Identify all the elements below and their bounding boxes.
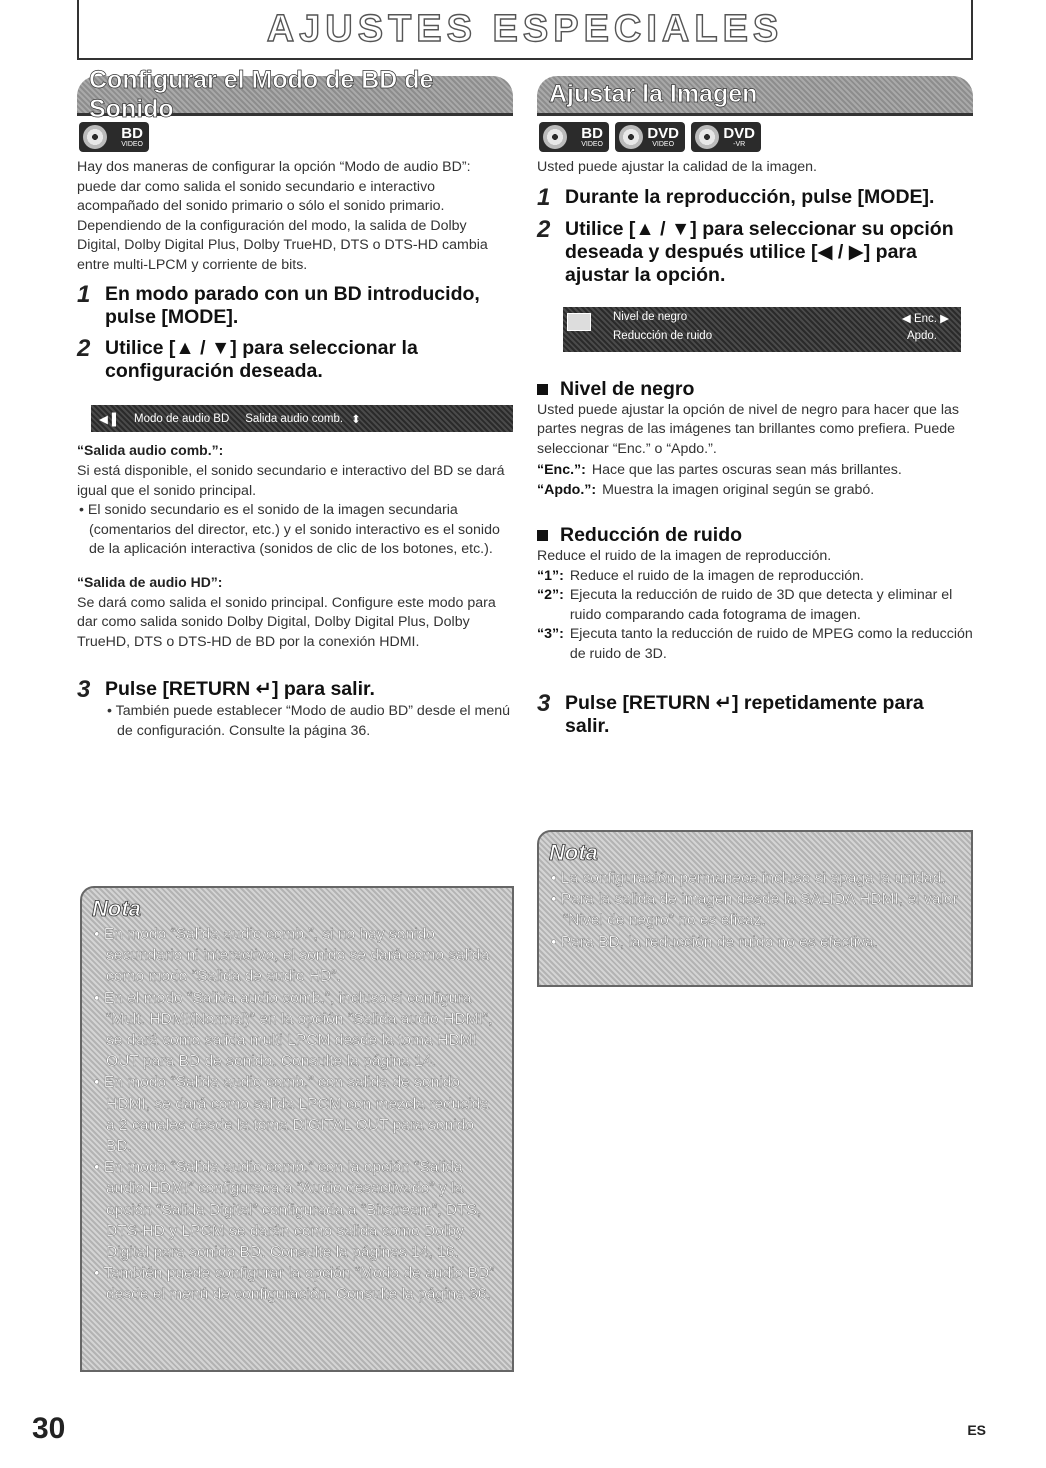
osd-row-2-label: Reducción de ruido: [613, 329, 713, 342]
subheading-salida-comb: “Salida audio comb.”:: [77, 442, 224, 458]
note-box-right: [537, 830, 973, 987]
note-box-left: [80, 886, 514, 1372]
dvd-vr-disc-icon: DVD -VR: [691, 122, 761, 152]
heading-nivel-negro: Nivel de negro: [537, 378, 973, 401]
osd-row-2-value: Apdo.: [906, 329, 937, 342]
subheading-salida-hd: “Salida de audio HD”:: [77, 573, 223, 590]
note-item: • Para BD, la reducción de ruido no es efectiva.: [551, 933, 879, 951]
heading-reduccion-ruido: Reducción de ruido: [537, 524, 973, 547]
def-3: “3”: Ejecuta tanto la reducción de ruido de MPEG como la reducción de ruido de 3D.: [537, 626, 973, 662]
osd-label: Modo de audio BD: [134, 412, 230, 425]
text-reduccion-ruido: Reduce el ruido de la imagen de reproducción.: [537, 548, 832, 564]
intro-text-right: Usted puede ajustar la calidad de la imagen.: [537, 159, 817, 175]
banner-title: AJUSTES ESPECIALES: [266, 7, 784, 50]
picture-icon: [567, 313, 591, 331]
def-apdo: “Apdo.”: Muestra la imagen original según se grabó.: [537, 481, 875, 498]
disc-icons-left: [79, 122, 513, 152]
def-enc: “Enc.”: Hace que las partes oscuras sean más brillantes.: [537, 462, 902, 478]
section-title-left: Configurar el Modo de BD de Sonido: [89, 65, 434, 123]
note-title-left: Nota: [92, 896, 141, 921]
text-nivel-negro: Usted puede ajustar la opción de nivel de negro para hacer que las partes negras de las imágenes tan brillantes como prefiera. Puede seleccionar “Enc.” o “Apdo.”.: [537, 401, 959, 457]
section-header-left: [77, 65, 513, 123]
step-3-left-bullet: • También puede establecer “Modo de audio BD” desde el menú de configuración. Consulte la página 36.: [107, 703, 510, 739]
dvd-video-disc-icon: DVD VIDEO: [615, 122, 685, 152]
note-item: • En modo “Salida audio comb.” con salida de sonido HDMI, se dará como salida LPCM con mezcla reducida a 2 canales desde la toma DIGITAL OUT para sonido BD.: [94, 1074, 490, 1156]
section-header-right: [537, 76, 973, 116]
bd-video-disc-icon: BD VIDEO: [79, 122, 149, 152]
section-title-right: Ajustar la Imagen: [549, 80, 758, 108]
def-2: “2”: Ejecuta la reducción de ruido de 3D que detecta y eliminar el ruido comparando cada fotograma de imagen.: [537, 587, 953, 623]
left-column: [77, 65, 513, 741]
note-item: • Para la salida de imagen desde la SALIDA HDMI, el valor “Nivel de negro” no es eficaz.: [551, 891, 958, 930]
osd-value: Salida audio comb.: [245, 412, 344, 425]
def-1: “1”: Reduce el ruido de la imagen de reproducción.: [537, 567, 864, 584]
text-salida-hd: Se dará como salida el sonido principal. Configure este modo para dar como salida sonido Dolby Digital, Dolby Digital Plus, Dolby TrueHD, DTS o DTS-HD de BD por la conexión HDMI.: [77, 594, 496, 650]
note-item: • La configuración permanece incluso si apaga la unidad.: [551, 870, 946, 887]
osd-picture: [563, 307, 961, 352]
osd-row-1-label: Nivel de negro: [613, 310, 688, 323]
bd-video-disc-icon: BD VIDEO: [539, 122, 609, 152]
disc-icons-right: [539, 122, 973, 152]
page-number: 30: [32, 1412, 66, 1445]
step-3-right: 3 Pulse [RETURN ↵] repetidamente para salir.: [537, 690, 924, 737]
bullet-salida-comb: • El sonido secundario es el sonido de la imagen secundaria (comentarios del director, etc.) y el sonido interactivo es el sonido de la aplicación interactiva (sonidos de clic de los botones, etc.).: [79, 502, 500, 557]
step-1-left: 1 En modo parado con un BD introducido, pulse [MODE].: [77, 281, 480, 328]
language-code: ES: [967, 1422, 986, 1438]
note-item: • También puede configurar la opción “Modo de audio BD” desde el menú de configuración. Consulte la página 36.: [94, 1265, 495, 1304]
speaker-icon: ◀▐: [99, 413, 116, 426]
step-2-right: 2 Utilice [▲ / ▼] para seleccionar su opción deseada y después utilice [◀ / ▶] para ajustar la opción.: [537, 215, 954, 286]
note-title-right: Nota: [549, 840, 598, 865]
step-3-left: 3 Pulse [RETURN ↵] para salir.: [77, 676, 375, 703]
right-column: [537, 76, 973, 738]
note-item: • En modo “Salida audio comb.”, si no hay sonido secundario ni interactivo, el sonido se dará como salida como modo “Salida de audio HD”.: [94, 926, 490, 986]
osd-audio-mode: [91, 405, 513, 432]
osd-row-1-value: ◀ Enc. ▶: [901, 312, 949, 325]
intro-text-left: Hay dos maneras de configurar la opción “Modo de audio BD”: puede dar como salida el sonido secundario e interactivo acompañado del sonido primario o sólo el sonido primario. Dependiendo de la configuración del modo, la salida de Dolby Digital, Dolby Digital Plus, Dolby TrueHD, DTS o DTS-HD cambia entre multi-LPCM y corriente de bits.: [77, 159, 488, 273]
step-2-left: 2 Utilice [▲ / ▼] para seleccionar la configuración deseada.: [77, 335, 418, 382]
step-1-right: 1 Durante la reproducción, pulse [MODE].: [537, 183, 935, 211]
page-banner: [77, 0, 973, 60]
note-item: • En modo “Salida audio comb.” con la opción “Salida audio HDMI” configurada a “Audio desactivado” y la opción “Salida Digital” configurada a “Bitstream”, DTS, DTS-HD y LPCM se darán como salida como Dolby Digital para sonido BD. Consulte la páginas 14, 16.: [94, 1159, 482, 1262]
text-salida-comb: Si está disponible, el sonido secundario e interactivo del BD se dará igual que el sonido principal.: [77, 463, 505, 499]
up-down-arrows-icon: ⬍: [351, 413, 361, 426]
note-item: • En el modo “Salida audio comb.”, incluso si configura “Mult. HDMI(Normal)” en la opción “Salida audio HDMI”, se dará como salida multi LPCM desde la toma HDMI OUT para BD de sonido. Consulte la página 14.: [94, 989, 493, 1071]
